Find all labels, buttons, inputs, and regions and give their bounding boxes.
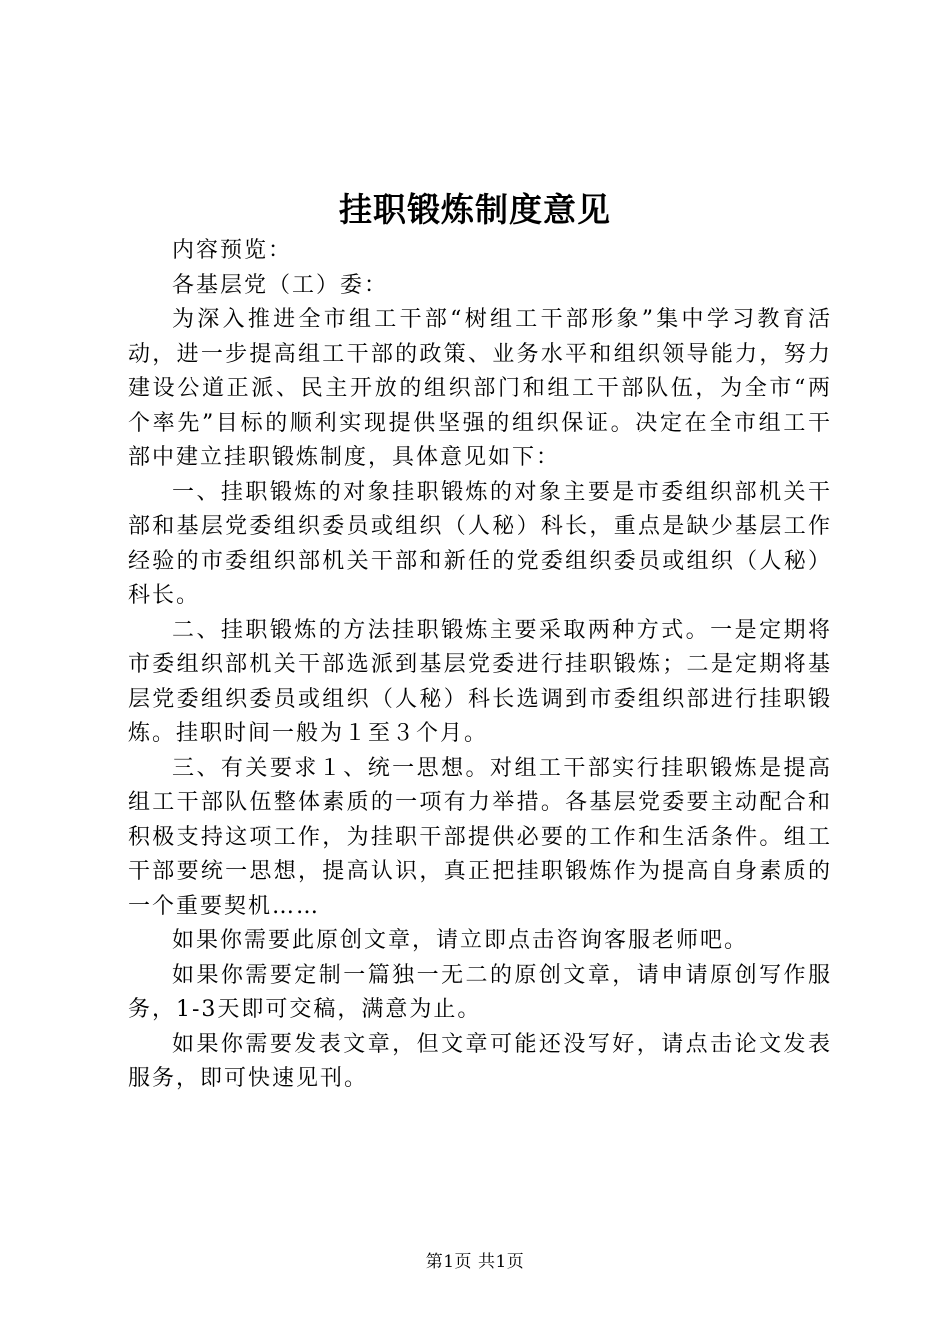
section-3-paragraph: 三、有关要求１、统一思想。对组工干部实行挂职锻炼是提高组工干部队伍整体素质的一项有力举措。各基层党委要主动配合和积极支持这项工作，为挂职干部提供必要的工作和生活条件。组工干部要统一思想，提高认识，真正把挂职锻炼作为提高自身素质的一个重要契机…… bbox=[128, 755, 832, 919]
section-2-paragraph: 二、挂职锻炼的方法挂职锻炼主要采取两种方式。一是定期将市委组织部机关干部选派到基层党委进行挂职锻炼；二是定期将基层党委组织委员或组织（人秘）科长选调到市委组织部进行挂职锻炼。挂职时间一般为１至３个月。 bbox=[128, 617, 832, 746]
page-title: 挂职锻炼制度意见 bbox=[339, 190, 611, 229]
page-number: 第1页 共1页 bbox=[425, 1252, 525, 1272]
preview-label: 内容预览： bbox=[172, 238, 293, 263]
document-body bbox=[128, 234, 832, 1097]
section-1-paragraph: 一、挂职锻炼的对象挂职锻炼的对象主要是市委组织部机关干部和基层党委组织委员或组织（人秘）科长，重点是缺少基层工作经验的市委组织部机关干部和新任的党委组织委员或组织（人秘）科长。 bbox=[128, 479, 832, 608]
consult-link-paragraph: 如果你需要此原创文章，请立即点击咨询客服老师吧。 bbox=[172, 928, 749, 953]
custom-writing-paragraph: 如果你需要定制一篇独一无二的原创文章，请申请原创写作服务，1-3天即可交稿，满意为止。 bbox=[128, 962, 832, 1022]
intro-paragraph: 为深入推进全市组工干部“树组工干部形象”集中学习教育活动，进一步提高组工干部的政策、业务水平和组织领导能力，努力建设公道正派、民主开放的组织部门和组工干部队伍，为全市“两个率先”目标的顺利实现提供坚强的组织保证。决定在全市组工干部中建立挂职锻炼制度，具体意见如下： bbox=[128, 307, 832, 470]
salutation: 各基层党（工）委： bbox=[172, 272, 389, 298]
publish-service-paragraph: 如果你需要发表文章，但文章可能还没写好，请点击论文发表服务，即可快速见刊。 bbox=[128, 1031, 832, 1091]
